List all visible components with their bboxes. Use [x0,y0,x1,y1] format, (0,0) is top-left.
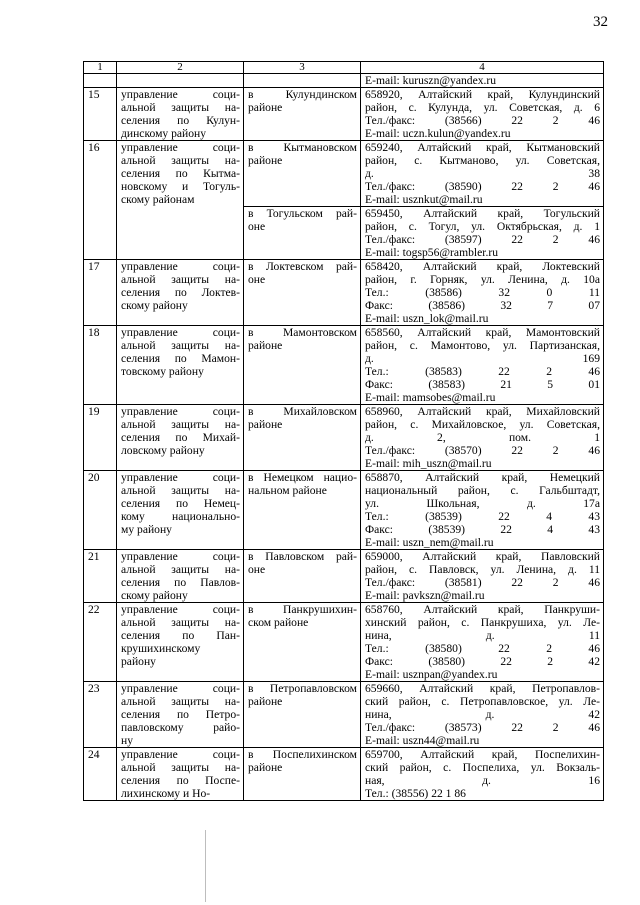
continuation-number-cell [84,74,117,88]
organization-line: управление соци- [121,603,240,616]
service-area-line: районе [248,695,283,708]
service-area-line: районе [248,101,283,114]
contact-address [361,471,604,550]
organization-line: управление соци- [121,260,240,273]
organization-name [117,326,244,405]
contact-line: 658960, Алтайский край, Михайловский [365,405,600,418]
organization-line: альной защиты на- [121,563,240,576]
contact-address [361,550,604,603]
contact-line: Тел./факс: (38566) 22 2 46 [365,114,600,127]
contact-line: Факс: (38583) 21 5 01 [365,378,600,391]
row-number: 19 [84,405,117,471]
organization-line: управление соци- [121,471,240,484]
organization-line: кому национально- [121,510,240,523]
office-row [84,88,604,141]
service-area-line: оне [248,273,266,286]
table-body [84,62,604,801]
contact-line: 658760, Алтайский край, Панкруши- [365,603,600,616]
page-fold-line [205,830,206,902]
contact-line: район, с. Тогул, ул. Октябрьская, д. 1 [365,220,600,233]
contact-line: Факс: (38539) 22 4 43 [365,523,600,536]
organization-name [117,141,244,260]
contact-line: ная, д. 16 [365,774,600,787]
service-area [244,748,361,801]
organization-line: скому районам [121,193,195,206]
organization-line: управление соци- [121,141,240,154]
organization-line: альной защиты на- [121,616,240,629]
organization-line: альной защиты на- [121,154,240,167]
contact-line: E-mail: uczn.kulun@yandex.ru [365,127,511,140]
organization-line: селения по Кытма- [121,167,240,180]
column-number-4: 4 [361,62,604,74]
organization-line: товскому району [121,365,204,378]
organization-line: альной защиты на- [121,695,240,708]
continuation-address-cell [361,74,604,88]
organization-line: селения по Мамон- [121,352,240,365]
service-area-line: оне [248,563,266,576]
organization-name [117,603,244,682]
service-area-line: в Кулундинском [248,88,357,101]
contact-line: д. 38 [365,167,600,180]
contact-line: хинский район, с. Панкрушиха, ул. Ле- [365,616,600,629]
organization-line: селения по Павлов- [121,576,240,589]
contact-line: 658870, Алтайский край, Немецкий [365,471,600,484]
contact-line: район, с. Кулунда, ул. Советская, д. 6 [365,101,600,114]
column-number-1: 1 [84,62,117,74]
row-number: 21 [84,550,117,603]
organization-line: павловскому райо- [121,721,240,734]
row-number: 23 [84,682,117,748]
organization-line: лихинскому и Но- [121,787,211,800]
contact-line: 659240, Алтайский край, Кытмановский [365,141,600,154]
contact-line: Факс: (38580) 22 2 42 [365,655,600,668]
organization-name [117,260,244,326]
contact-line: 658420, Алтайский край, Локтевский [365,260,600,273]
organization-line: управление соци- [121,326,240,339]
row-number: 16 [84,141,117,260]
contact-line: д. 2, пом. 1 [365,431,600,444]
contact-address [361,88,604,141]
organization-line: селения по Петро- [121,708,240,721]
service-area [244,603,361,682]
office-row [84,603,604,682]
contact-line: E-mail: mih_uszn@mail.ru [365,457,492,470]
continuation-row [84,74,604,88]
row-number: 18 [84,326,117,405]
service-area [244,471,361,550]
contact-line: нина, д. 11 [365,629,600,642]
service-area-line: в Павловском рай- [248,550,357,563]
organization-line: альной защиты на- [121,339,240,352]
contact-line: E-mail: usznkut@mail.ru [365,193,483,206]
contact-line: Факс: (38586) 32 7 07 [365,299,600,312]
service-area [244,141,361,207]
contact-line: район, с. Мамонтово, ул. Партизанская, [365,339,600,352]
contact-line: 659660, Алтайский край, Петропавлов- [365,682,600,695]
service-area [244,260,361,326]
organization-line: управление соци- [121,405,240,418]
row-number: 22 [84,603,117,682]
row-number: 15 [84,88,117,141]
contact-line: Тел.: (38580) 22 2 46 [365,642,600,655]
contact-line: ский район, с. Петропавловское, ул. Ле- [365,695,600,708]
service-area-line: в Панкрушихин- [248,603,357,616]
column-number-2: 2 [117,62,244,74]
contact-line: 658920, Алтайский край, Кулундинский [365,88,600,101]
contact-line: Тел./факс: (38570) 22 2 46 [365,444,600,457]
service-area [244,405,361,471]
contact-line: ул. Школьная, д. 17а [365,497,600,510]
contact-line: район, с. Павловск, ул. Ленина, д. 11 [365,563,600,576]
contact-line: Тел./факс: (38573) 22 2 46 [365,721,600,734]
service-area [244,550,361,603]
contact-line: E-mail: togsp56@rambler.ru [365,246,499,259]
organization-line: альной защиты на- [121,418,240,431]
office-row [84,141,604,207]
office-row [84,550,604,603]
row-number: 17 [84,260,117,326]
continuation-area-cell [244,74,361,88]
organization-line: управление соци- [121,88,240,101]
contact-address [361,682,604,748]
office-row [84,471,604,550]
office-row [84,405,604,471]
organization-line: альной защиты на- [121,761,240,774]
contact-line: 659450, Алтайский край, Тогульский [365,207,600,220]
service-area [244,326,361,405]
contact-address [361,141,604,207]
contact-line: E-mail: mamsobes@mail.ru [365,391,496,404]
office-row [84,682,604,748]
organization-line: селения по Пан- [121,629,240,642]
contact-line: 659700, Алтайский край, Поспелихин- [365,748,600,761]
organization-name [117,550,244,603]
organization-name [117,748,244,801]
service-area-line: в Поспелихинском [248,748,357,761]
organization-line: району [121,655,156,668]
row-number: 24 [84,748,117,801]
contact-line: район, с. Михайловское, ул. Советская, [365,418,600,431]
page-number: 32 [593,14,608,30]
contact-line: район, г. Горняк, ул. Ленина, д. 10а [365,273,600,286]
service-area-line: районе [248,154,283,167]
column-number-row [84,62,604,74]
service-area-line: ском районе [248,616,309,629]
contact-line: Тел./факс: (38590) 22 2 46 [365,180,600,193]
organization-line: селения по Поспе- [121,774,240,787]
organization-line: ну [121,734,134,747]
contact-address [361,207,604,260]
column-number-3: 3 [244,62,361,74]
organization-line: скому району [121,299,188,312]
service-area-line: нальном районе [248,484,327,497]
organization-line: управление соци- [121,682,240,695]
service-area-line: районе [248,418,283,431]
service-area [244,207,361,260]
office-row [84,748,604,801]
contact-line: д. 169 [365,352,600,365]
service-area-line: районе [248,339,283,352]
contact-address [361,603,604,682]
organization-name [117,405,244,471]
organization-line: управление соци- [121,550,240,563]
continuation-org-cell [117,74,244,88]
contact-address [361,326,604,405]
organization-line: крушихинскому [121,642,201,655]
organization-line: альной защиты на- [121,273,240,286]
contact-address [361,748,604,801]
organization-line: му району [121,523,172,536]
service-area-line: районе [248,761,283,774]
service-area-line: в Петропавловском [248,682,357,695]
contact-line: Тел.: (38556) 22 1 86 [365,787,466,800]
organization-line: альной защиты на- [121,101,240,114]
contact-line: Тел.: (38586) 32 0 11 [365,286,600,299]
organization-line: селения по Немец- [121,497,240,510]
contact-line: ский район, с. Поспелиха, ул. Вокзаль- [365,761,600,774]
organization-name [117,471,244,550]
service-area-line: в Кытмановском [248,141,357,154]
organization-line: селения по Михай- [121,431,240,444]
organization-line: ловскому району [121,444,205,457]
contact-line: национальный район, с. Гальбштадт, [365,484,600,497]
contact-line: 659000, Алтайский край, Павловский [365,550,600,563]
organization-line: новскому и Тогуль- [121,180,240,193]
contact-line: E-mail: pavkszn@mail.ru [365,589,485,602]
contact-line: Тел./факс: (38581) 22 2 46 [365,576,600,589]
contact-line: 658560, Алтайский край, Мамонтовский [365,326,600,339]
service-area-line: в Михайловском [248,405,357,418]
organization-line: селения по Локтев- [121,286,240,299]
contact-line: нина, д. 42 [365,708,600,721]
continuation-email: E-mail: kuruszn@yandex.ru [365,74,497,87]
organization-name [117,88,244,141]
contact-line: E-mail: uszn_lok@mail.ru [365,312,489,325]
organization-name [117,682,244,748]
organization-line: управление соци- [121,748,240,761]
service-area-line: в Локтевском рай- [248,260,357,273]
office-row [84,260,604,326]
service-area-line: в Тогульском рай- [248,207,357,220]
contact-line: E-mail: uszn_nem@mail.ru [365,536,494,549]
contact-address [361,260,604,326]
organization-line: скому району [121,589,188,602]
service-area-line: в Немецком нацио- [248,471,357,484]
organization-line: селения по Кулун- [121,114,240,127]
row-number: 20 [84,471,117,550]
service-area-line: оне [248,220,266,233]
contact-line: Тел./факс: (38597) 22 2 46 [365,233,600,246]
contact-line: Тел.: (38539) 22 4 43 [365,510,600,523]
service-area-line: в Мамонтовском [248,326,357,339]
service-area [244,88,361,141]
service-area [244,682,361,748]
contact-line: E-mail: uszn44@mail.ru [365,734,480,747]
office-row [84,326,604,405]
contact-line: E-mail: usznpan@yandex.ru [365,668,498,681]
contact-address [361,405,604,471]
contact-line: район, с. Кытманово, ул. Советская, [365,154,600,167]
organization-line: динскому району [121,127,207,140]
social-protection-offices-table [83,61,604,801]
organization-line: альной защиты на- [121,484,240,497]
contact-line: Тел.: (38583) 22 2 46 [365,365,600,378]
